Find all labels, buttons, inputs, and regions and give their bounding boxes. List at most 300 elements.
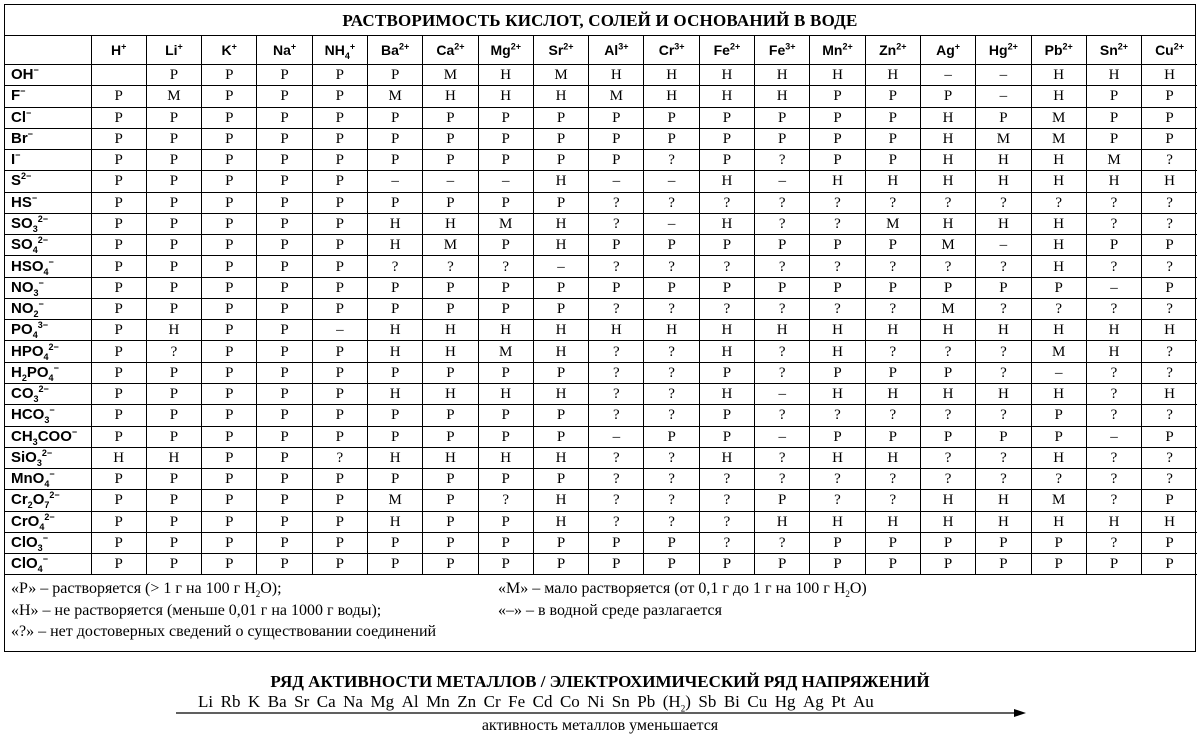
metal-symbol: Al bbox=[401, 692, 419, 711]
solubility-cell: Р bbox=[146, 554, 201, 575]
solubility-cell: Р bbox=[367, 107, 422, 128]
anion-formula-part: O bbox=[32, 491, 45, 509]
solubility-cell: ? bbox=[810, 298, 865, 319]
anion-formula-part: − bbox=[31, 192, 38, 203]
solubility-cell: Р bbox=[312, 150, 367, 171]
solubility-cell: ? bbox=[1142, 192, 1197, 213]
solubility-cell: М bbox=[146, 86, 201, 107]
solubility-cell: Н bbox=[699, 341, 754, 362]
cation-header bbox=[1086, 36, 1141, 65]
solubility-cell: Н bbox=[865, 320, 920, 341]
anion-label bbox=[5, 469, 91, 490]
cation-header bbox=[920, 36, 975, 65]
solubility-cell: Н bbox=[810, 65, 865, 86]
solubility-cell: Р bbox=[257, 341, 312, 362]
solubility-cell: Р bbox=[202, 383, 257, 404]
solubility-cell: Р bbox=[423, 277, 478, 298]
legend bbox=[5, 575, 1195, 643]
solubility-cell: ? bbox=[589, 383, 644, 404]
anion-formula-part: Cl bbox=[11, 108, 26, 126]
anion-row bbox=[5, 383, 1197, 404]
solubility-cell: Р bbox=[202, 320, 257, 341]
solubility-cell: ? bbox=[589, 362, 644, 383]
cation-charge: 2+ bbox=[454, 41, 465, 52]
anion-formula-part: SiO bbox=[11, 448, 37, 466]
solubility-cell: ? bbox=[1031, 298, 1086, 319]
cation-symbol: Ba bbox=[381, 42, 399, 58]
solubility-cell: Н bbox=[478, 383, 533, 404]
metal-symbol: Li bbox=[198, 692, 214, 711]
solubility-cell: Н bbox=[423, 447, 478, 468]
solubility-cell: Р bbox=[1031, 554, 1086, 575]
solubility-cell: ? bbox=[810, 256, 865, 277]
cation-header bbox=[91, 36, 146, 65]
solubility-cell: Р bbox=[202, 447, 257, 468]
anion-formula-part: − bbox=[15, 150, 21, 161]
solubility-cell: М bbox=[865, 213, 920, 234]
solubility-cell: Р bbox=[920, 277, 975, 298]
anion-row bbox=[5, 65, 1197, 86]
solubility-cell: ? bbox=[699, 511, 754, 532]
solubility-cell: Н bbox=[699, 213, 754, 234]
solubility-cell: ? bbox=[1142, 150, 1197, 171]
solubility-cell: М bbox=[1031, 490, 1086, 511]
cation-symbol: Mg bbox=[490, 42, 511, 58]
solubility-cell: – bbox=[644, 171, 699, 192]
solubility-cell: Н bbox=[589, 65, 644, 86]
solubility-cell: Н bbox=[533, 235, 588, 256]
solubility-cell: Н bbox=[367, 511, 422, 532]
solubility-cell: Р bbox=[478, 107, 533, 128]
solubility-cell: Р bbox=[810, 426, 865, 447]
solubility-cell: Р bbox=[312, 490, 367, 511]
anion-label bbox=[5, 213, 91, 234]
solubility-cell: ? bbox=[589, 341, 644, 362]
solubility-cell: Р bbox=[865, 426, 920, 447]
solubility-cell: ? bbox=[755, 362, 810, 383]
solubility-cell: Р bbox=[865, 362, 920, 383]
solubility-cell: ? bbox=[810, 192, 865, 213]
solubility-cell: Н bbox=[976, 320, 1031, 341]
metal-symbol: Pb bbox=[637, 692, 656, 711]
metal-symbol: Ca bbox=[316, 692, 336, 711]
anion-row bbox=[5, 362, 1197, 383]
anion-row bbox=[5, 235, 1197, 256]
solubility-cell: ? bbox=[699, 192, 754, 213]
anion-formula-part: I bbox=[11, 151, 16, 169]
anion-row bbox=[5, 447, 1197, 468]
solubility-cell: Р bbox=[644, 532, 699, 553]
anion-label bbox=[5, 362, 91, 383]
anion-formula-part: MnO bbox=[11, 470, 45, 488]
solubility-cell: Н bbox=[478, 320, 533, 341]
solubility-cell: Р bbox=[257, 277, 312, 298]
cation-charge: + bbox=[177, 41, 183, 52]
anion-formula-part: NO bbox=[11, 278, 34, 296]
solubility-cell: Р bbox=[146, 192, 201, 213]
metal-symbol: Cu bbox=[747, 692, 768, 711]
cation-symbol: Mn bbox=[822, 42, 843, 58]
solubility-cell: Н bbox=[423, 383, 478, 404]
solubility-cell: ? bbox=[865, 341, 920, 362]
cation-symbol: Sr bbox=[548, 42, 564, 58]
solubility-cell: ? bbox=[1086, 405, 1141, 426]
anion-formula-part: 4 bbox=[43, 266, 49, 277]
solubility-cell: Р bbox=[257, 532, 312, 553]
cation-charge: + bbox=[349, 41, 356, 52]
solubility-cell: – bbox=[312, 320, 367, 341]
cation-charge: 2+ bbox=[842, 41, 853, 52]
solubility-cell: Н bbox=[1142, 511, 1197, 532]
cation-symbol: Fe bbox=[768, 42, 786, 58]
solubility-cell: Н bbox=[533, 213, 588, 234]
solubility-cell: Р bbox=[976, 532, 1031, 553]
solubility-cell: Р bbox=[312, 107, 367, 128]
solubility-cell: Р bbox=[699, 277, 754, 298]
solubility-cell: Н bbox=[91, 447, 146, 468]
solubility-cell: Р bbox=[423, 362, 478, 383]
solubility-cell: Р bbox=[202, 86, 257, 107]
solubility-cell: ? bbox=[865, 256, 920, 277]
solubility-cell: ? bbox=[589, 469, 644, 490]
solubility-cell: ? bbox=[920, 447, 975, 468]
solubility-cell: ? bbox=[920, 469, 975, 490]
anion-formula-part: 4 bbox=[32, 330, 38, 341]
solubility-table bbox=[5, 36, 1197, 575]
solubility-cell: Р bbox=[257, 128, 312, 149]
solubility-cell: Р bbox=[1142, 277, 1197, 298]
cation-charge: 2+ bbox=[563, 41, 574, 52]
anion-row bbox=[5, 277, 1197, 298]
solubility-cell: ? bbox=[589, 405, 644, 426]
solubility-cell: ? bbox=[644, 256, 699, 277]
solubility-cell: М bbox=[423, 65, 478, 86]
solubility-cell: Р bbox=[699, 554, 754, 575]
solubility-cell: Р bbox=[91, 320, 146, 341]
hydrogen-subscript: 2 bbox=[680, 703, 686, 714]
solubility-cell: Р bbox=[312, 532, 367, 553]
solubility-cell: Р bbox=[478, 235, 533, 256]
solubility-cell: Р bbox=[423, 107, 478, 128]
anion-row bbox=[5, 511, 1197, 532]
solubility-cell: ? bbox=[589, 256, 644, 277]
cation-charge: 2+ bbox=[398, 41, 410, 52]
solubility-cell: Р bbox=[423, 511, 478, 532]
solubility-cell: ? bbox=[920, 256, 975, 277]
anion-row bbox=[5, 171, 1197, 192]
solubility-cell: Р bbox=[91, 554, 146, 575]
cation-symbol: Zn bbox=[879, 42, 897, 58]
solubility-cell: Р bbox=[202, 65, 257, 86]
solubility-cell: М bbox=[589, 86, 644, 107]
solubility-cell: Р bbox=[367, 65, 422, 86]
solubility-cell: Р bbox=[920, 362, 975, 383]
solubility-cell: Р bbox=[202, 192, 257, 213]
anion-formula-part: − bbox=[27, 128, 33, 139]
anion-label bbox=[5, 298, 91, 319]
cation-symbol: K bbox=[221, 42, 232, 58]
anion-row bbox=[5, 256, 1197, 277]
solubility-cell: Р bbox=[312, 128, 367, 149]
solubility-cell: ? bbox=[755, 192, 810, 213]
anion-row bbox=[5, 107, 1197, 128]
solubility-cell: Р bbox=[1142, 554, 1197, 575]
anion-label bbox=[5, 554, 91, 575]
solubility-cell: – bbox=[976, 65, 1031, 86]
cation-header bbox=[146, 36, 201, 65]
solubility-cell: Н bbox=[865, 65, 920, 86]
solubility-cell: Н bbox=[699, 383, 754, 404]
solubility-cell: Р bbox=[589, 128, 644, 149]
solubility-cell: Н bbox=[533, 171, 588, 192]
solubility-cell: Р bbox=[367, 469, 422, 490]
cation-symbol: Hg bbox=[988, 42, 1008, 58]
solubility-cell: Р bbox=[755, 277, 810, 298]
metal-symbol: Zn bbox=[457, 692, 477, 711]
legend-insoluble: «Н» – не растворяется (меньше 0,01 г на 1000 г воды); bbox=[11, 601, 382, 619]
solubility-cell: Р bbox=[257, 490, 312, 511]
solubility-cell: ? bbox=[755, 469, 810, 490]
solubility-cell: Н bbox=[810, 171, 865, 192]
solubility-cell: Р bbox=[644, 235, 699, 256]
solubility-cell: Р bbox=[367, 532, 422, 553]
solubility-cell: Н bbox=[423, 213, 478, 234]
solubility-cell: Н bbox=[367, 383, 422, 404]
solubility-cell: Р bbox=[202, 298, 257, 319]
solubility-cell: Р bbox=[423, 150, 478, 171]
solubility-cell: Р bbox=[257, 107, 312, 128]
solubility-cell: Н bbox=[865, 171, 920, 192]
hydrogen-open: (H bbox=[662, 692, 681, 711]
solubility-cell: Р bbox=[644, 107, 699, 128]
solubility-cell: Р bbox=[202, 554, 257, 575]
solubility-cell: Н bbox=[367, 213, 422, 234]
solubility-cell: Р bbox=[202, 150, 257, 171]
anion-formula-part: 2− bbox=[48, 341, 59, 352]
solubility-cell: Н bbox=[1031, 320, 1086, 341]
solubility-cell: Н bbox=[1086, 171, 1141, 192]
solubility-cell: ? bbox=[755, 150, 810, 171]
solubility-cell: М bbox=[367, 86, 422, 107]
solubility-cell: Р bbox=[91, 341, 146, 362]
anion-formula-part: − bbox=[71, 426, 78, 437]
solubility-cell: Н bbox=[699, 171, 754, 192]
solubility-cell: – bbox=[589, 426, 644, 447]
solubility-cell: Н bbox=[920, 490, 975, 511]
solubility-cell: ? bbox=[1086, 383, 1141, 404]
solubility-cell: Р bbox=[1031, 405, 1086, 426]
solubility-cell: Р bbox=[423, 426, 478, 447]
solubility-cell: Р bbox=[367, 298, 422, 319]
anion-formula-part: 3− bbox=[37, 320, 48, 331]
solubility-cell: Н bbox=[1142, 65, 1197, 86]
solubility-cell: – bbox=[1086, 277, 1141, 298]
anion-label bbox=[5, 426, 91, 447]
solubility-cell: Р bbox=[202, 107, 257, 128]
anion-formula-part: 7 bbox=[44, 500, 50, 511]
solubility-cell: Р bbox=[146, 107, 201, 128]
solubility-cell: ? bbox=[1142, 447, 1197, 468]
anion-formula-part: 3 bbox=[36, 457, 42, 468]
solubility-cell: Р bbox=[202, 426, 257, 447]
anion-formula-part: 3 bbox=[33, 287, 39, 298]
solubility-cell: ? bbox=[1086, 213, 1141, 234]
anion-label bbox=[5, 86, 91, 107]
cation-symbol: Li bbox=[165, 42, 178, 58]
solubility-cell: Н bbox=[865, 511, 920, 532]
solubility-cell: Н bbox=[976, 213, 1031, 234]
anion-label bbox=[5, 341, 91, 362]
anion-formula-part: 3 bbox=[32, 436, 38, 447]
solubility-cell: Р bbox=[202, 469, 257, 490]
anion-formula-part: H bbox=[11, 363, 22, 381]
table-title: РАСТВОРИМОСТЬ КИСЛОТ, СОЛЕЙ И ОСНОВАНИЙ В ВОДЕ bbox=[5, 5, 1195, 36]
solubility-cell: Р bbox=[755, 235, 810, 256]
solubility-cell: Р bbox=[257, 320, 312, 341]
anion-formula-part: 2 bbox=[27, 500, 33, 511]
solubility-cell: Н bbox=[755, 320, 810, 341]
solubility-cell: Р bbox=[589, 107, 644, 128]
solubility-cell: Р bbox=[1142, 86, 1197, 107]
cation-charge: 3+ bbox=[674, 41, 685, 52]
solubility-cell: Р bbox=[257, 86, 312, 107]
solubility-cell: Р bbox=[312, 256, 367, 277]
anion-formula-part: ClO bbox=[11, 555, 38, 573]
solubility-cell: ? bbox=[644, 383, 699, 404]
cation-charge: 3+ bbox=[785, 41, 796, 52]
solubility-cell: Р bbox=[865, 150, 920, 171]
solubility-cell: Р bbox=[91, 86, 146, 107]
solubility-cell: Н bbox=[755, 86, 810, 107]
solubility-cell: – bbox=[423, 171, 478, 192]
solubility-cell: Р bbox=[976, 107, 1031, 128]
solubility-cell: Р bbox=[91, 192, 146, 213]
solubility-cell: Р bbox=[865, 107, 920, 128]
solubility-cell: Р bbox=[202, 511, 257, 532]
solubility-cell: Р bbox=[91, 383, 146, 404]
cation-symbol: Cu bbox=[1155, 42, 1174, 58]
metal-symbol: Mg bbox=[370, 692, 395, 711]
metal-symbol: Sr bbox=[294, 692, 310, 711]
solubility-cell: Р bbox=[146, 532, 201, 553]
anion-formula-part: 3 bbox=[37, 542, 43, 553]
anion-formula-part: CO bbox=[11, 385, 34, 403]
solubility-cell: Р bbox=[91, 426, 146, 447]
solubility-cell: – bbox=[644, 213, 699, 234]
anion-formula-part: ClO bbox=[11, 533, 38, 551]
anion-formula-part: SO bbox=[11, 236, 33, 254]
anion-formula-part: PO bbox=[26, 363, 49, 381]
solubility-cell: ? bbox=[755, 298, 810, 319]
metal-symbol: Ba bbox=[267, 692, 287, 711]
cation-symbol: Pb bbox=[1044, 42, 1063, 58]
solubility-cell: Р bbox=[312, 171, 367, 192]
legend-unknown: «?» – нет достоверных сведений о существовании соединений bbox=[11, 623, 437, 641]
solubility-cell: Н bbox=[699, 65, 754, 86]
anion-formula-part: 2− bbox=[49, 490, 60, 501]
solubility-cell: Р bbox=[91, 256, 146, 277]
solubility-cell: ? bbox=[920, 341, 975, 362]
metal-symbol: Ag bbox=[803, 692, 824, 711]
solubility-cell: ? bbox=[589, 298, 644, 319]
solubility-cell: Р bbox=[146, 490, 201, 511]
solubility-cell: Р bbox=[312, 235, 367, 256]
solubility-cell: Н bbox=[533, 447, 588, 468]
solubility-cell: Р bbox=[533, 532, 588, 553]
anion-row bbox=[5, 298, 1197, 319]
anion-formula-part: PO bbox=[11, 321, 33, 339]
metal-symbol: Hg bbox=[774, 692, 796, 711]
cation-header bbox=[202, 36, 257, 65]
solubility-cell: ? bbox=[865, 490, 920, 511]
cation-header bbox=[865, 36, 920, 65]
solubility-cell: Н bbox=[976, 511, 1031, 532]
solubility-cell: Р bbox=[367, 128, 422, 149]
solubility-cell: Н bbox=[423, 86, 478, 107]
solubility-cell: Р bbox=[91, 171, 146, 192]
solubility-cell: Р bbox=[478, 277, 533, 298]
solubility-cell: Р bbox=[367, 405, 422, 426]
cation-charge: + bbox=[290, 41, 297, 52]
solubility-cell: Н bbox=[1031, 150, 1086, 171]
solubility-cell: – bbox=[1031, 362, 1086, 383]
solubility-cell: Р bbox=[920, 426, 975, 447]
anion-formula-part: NO bbox=[11, 300, 34, 318]
solubility-cell: ? bbox=[478, 256, 533, 277]
cation-charge: 2+ bbox=[510, 41, 521, 52]
solubility-cell: Р bbox=[755, 554, 810, 575]
metal-symbol: Sn bbox=[611, 692, 630, 711]
cation-header-row bbox=[5, 36, 1197, 65]
solubility-cell: Р bbox=[91, 405, 146, 426]
metal-symbol: Rb bbox=[220, 692, 241, 711]
solubility-cell: Р bbox=[533, 150, 588, 171]
solubility-cell: Р bbox=[1142, 107, 1197, 128]
solubility-cell: Р bbox=[810, 362, 865, 383]
solubility-cell: ? bbox=[644, 150, 699, 171]
solubility-cell: Р bbox=[644, 128, 699, 149]
anion-formula-part: 2− bbox=[21, 171, 32, 182]
cation-header bbox=[810, 36, 865, 65]
solubility-cell: Н bbox=[976, 383, 1031, 404]
solubility-cell: Н bbox=[1031, 213, 1086, 234]
cation-symbol: H bbox=[110, 42, 122, 58]
solubility-cell: Р bbox=[699, 362, 754, 383]
cation-header bbox=[367, 36, 422, 65]
solubility-cell: ? bbox=[810, 213, 865, 234]
solubility-cell: Р bbox=[644, 426, 699, 447]
solubility-cell: Н bbox=[976, 490, 1031, 511]
solubility-cell: Р bbox=[533, 426, 588, 447]
solubility-cell: Р bbox=[202, 490, 257, 511]
anion-formula-part: OH bbox=[11, 66, 34, 84]
solubility-cell: Р bbox=[367, 150, 422, 171]
anion-label bbox=[5, 107, 91, 128]
cation-charge: 2+ bbox=[729, 41, 741, 52]
anion-formula-part: − bbox=[49, 405, 55, 416]
solubility-cell: Р bbox=[1086, 86, 1141, 107]
solubility-cell: Р bbox=[367, 362, 422, 383]
solubility-cell: Н bbox=[699, 320, 754, 341]
solubility-cell: Р bbox=[423, 554, 478, 575]
solubility-cell: – bbox=[589, 171, 644, 192]
solubility-cell: Р bbox=[1086, 128, 1141, 149]
solubility-cell: Р bbox=[146, 150, 201, 171]
legend-slightly-soluble: «М» – мало растворяется (от 0,1 г до 1 г на 100 г $H_2O$) bbox=[498, 580, 867, 600]
solubility-cell: Р bbox=[91, 277, 146, 298]
cation-charge: 2+ bbox=[1062, 41, 1073, 52]
cation-symbol: Sn bbox=[1099, 42, 1118, 58]
